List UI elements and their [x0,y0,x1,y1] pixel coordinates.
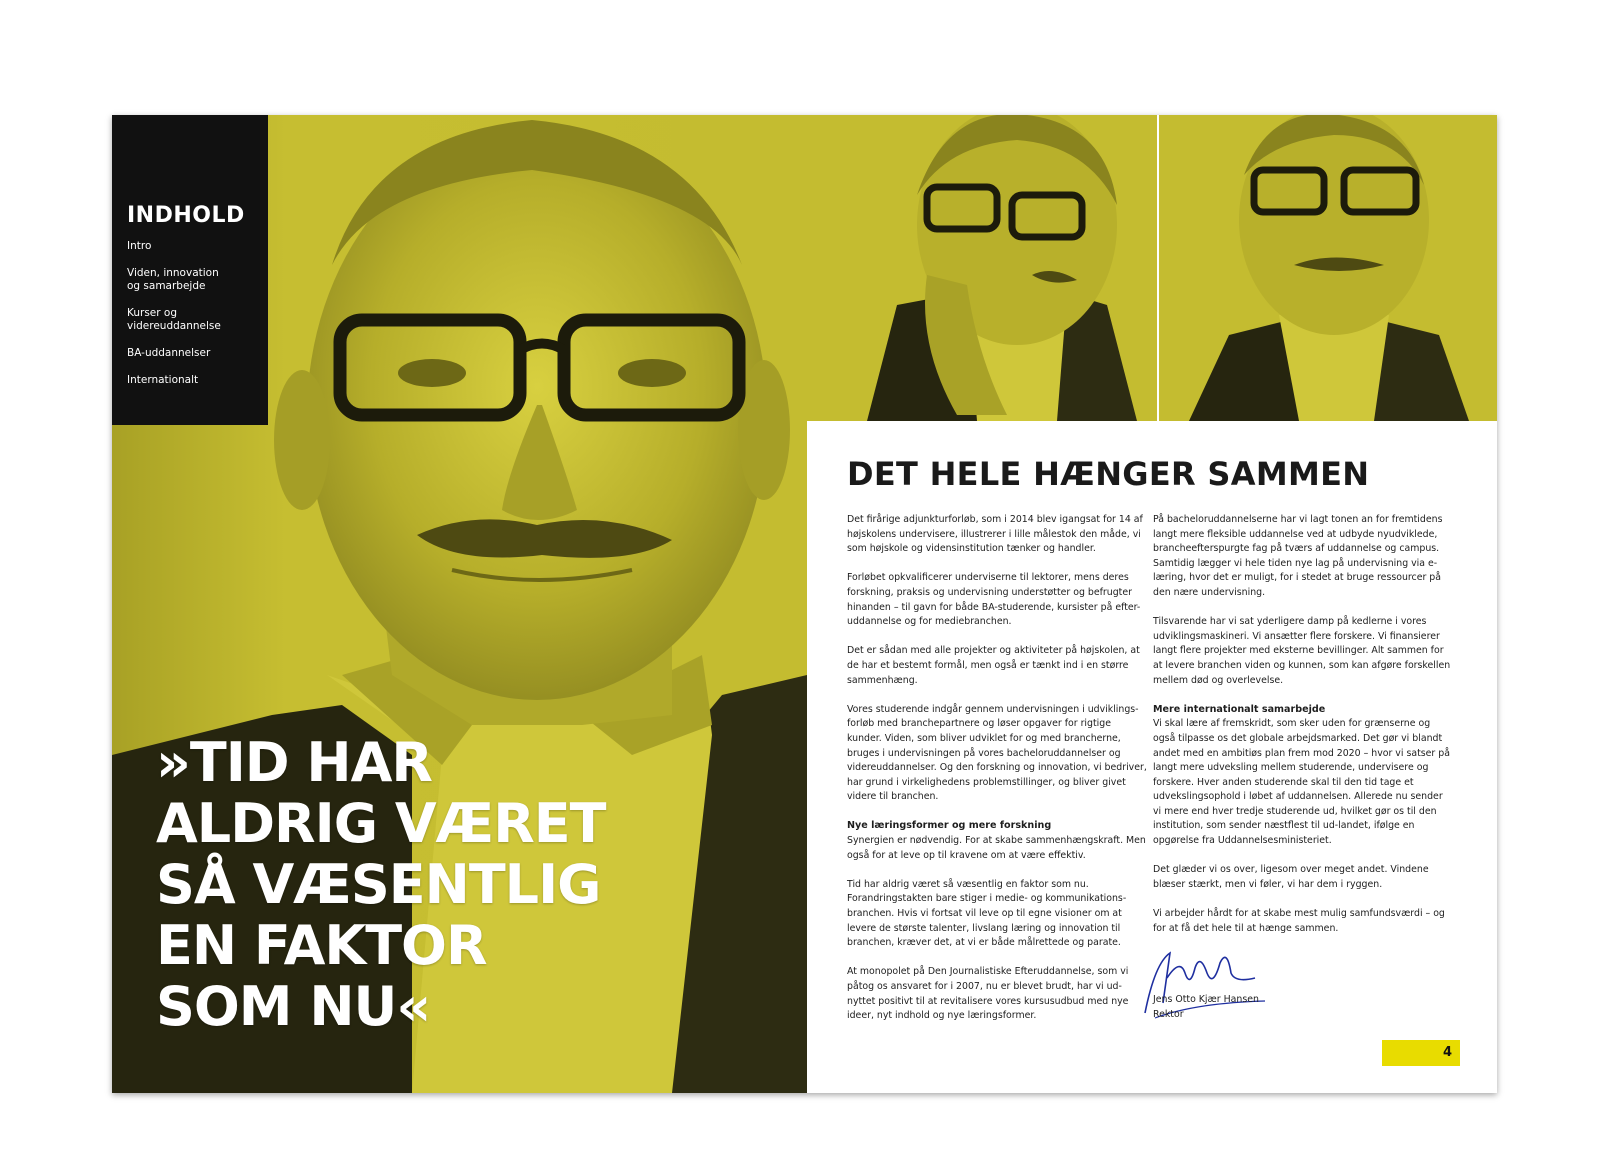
paragraph: Det er sådan med alle projekter og aktiviteter på højskolen, at de har et bestemt formål, men også er tænkt ind i en større sammenhæng. [847,645,1140,686]
portrait-photo-thinking [807,115,1157,421]
page-number-tab [1382,1040,1460,1066]
portrait-photo-glance [1159,115,1497,421]
toc-item-kurser[interactable]: Kurser og videreuddannelse [127,307,221,332]
article-headline: DET HELE HÆNGER SAMMEN [847,455,1370,493]
paragraph: Det firårige adjunkturforløb, som i 2014 blev igangsat for 14 af højskolens undervisere, illustrerer i lille målestok den måde, vi som højskole og vidensinstitution tænker og handler. [847,514,1143,555]
paragraph: Tilsvarende har vi sat yderligere damp på kedlerne i vores udviklingsmaskineri. Vi ansætter flere forskere. Vi finansierer langt flere projekter med eksterne bevillinger. Alt sammen for at levere branchen viden og kunnen, som kan afgøre forskellen mellem død og overlevelse. [1153,616,1451,686]
subheading: Mere internationalt samarbejde [1153,703,1326,715]
brochure-spread [112,115,1497,1093]
toc-item-internationalt[interactable]: Internationalt [127,374,199,386]
signer-block [1153,993,1259,1022]
paragraph: Det glæder vi os over, ligesom over meget andet. Vindene blæser stærkt, men vi føler, vi har dem i ryggen. [1153,864,1429,890]
toc-list [127,240,257,401]
paragraph: Vores studerende indgår gennem undervisningen i udviklings-forløb med branchepartnere og løser opgaver for rigtige kunder. Viden, som bliver udviklet for og med brancherne, bruges i undervisningen på vores bacheloruddannelser og videreuddannelser. Og den forskning og innovation, vi bedriver, har grund i virkelighedens problemstillinger, og bliver givet videre til branchen. [847,703,1147,803]
pull-quote: »TID HAR ALDRIG VÆRET SÅ VÆSENTLIG EN FAKTOR SOM NU« [156,731,606,1038]
article-column-1 [847,513,1147,1038]
paragraph: Forløbet opkvalificerer underviserne til lektorer, mens deres forskning, praksis og undervisning understøtter og befrugter hinanden – til gavn for både BA-studerende, kursister på efter-uddannelse og for mediebranchen. [847,572,1141,628]
paragraph: På bacheloruddannelserne har vi lagt tonen an for fremtidens langt mere fleksible uddannelse ved at udbyde nyudviklede, brancheefterspurgte fag på tværs af uddannelse og campus. Samtidig lægger vi hele tiden nye lag på undervisning via e-læring, hvor det er muligt, for i stedet at bruge ressourcer på den nære undervisning. [1153,514,1443,598]
paragraph: At monopolet på Den Journalistiske Efteruddannelse, som vi påtog os ansvaret for i 2007, nu er blevet brudt, har vi ud-nyttet positivt til at revitalisere vores kursusudbud med nye ideer, nyt indhold og nye læringsformer. [847,966,1129,1022]
toc-item-viden[interactable]: Viden, innovation og samarbejde [127,267,219,292]
page-number: 4 [1442,1045,1452,1060]
toc-item-ba[interactable]: BA-uddannelser [127,347,211,359]
toc-title: INDHOLD [127,203,245,228]
paragraph: Vi arbejder hårdt for at skabe mest mulig samfundsværdi – og for at få det hele til at hænge sammen. [1153,908,1445,934]
left-page [112,115,807,1093]
signer-name: Jens Otto Kjær Hansen [1153,994,1259,1005]
article-column-2 [1153,513,1453,951]
paragraph: Synergien er nødvendig. For at skabe sammenhængskraft. Men også for at leve op til kravene om at være effektiv. [847,835,1146,861]
toc-item-intro[interactable]: Intro [127,240,152,252]
paragraph: Vi skal lære af fremskridt, som sker uden for grænserne og også tilpasse os det globale arbejdsmarked. Det gør vi blandt andet med en ambitiøs plan frem mod 2020 – hvor vi satser på langt mere udveksling mellem studerende, undervisere og forskere. Hver anden studerende skal til den tid tage et udvekslingsophold i løbet af uddannelsen. Allerede nu sender vi mere end hver tredje studerende ud, hvilket gør os til den institution, som sender næstflest til ud-landet, ifølge en opgørelse fra Uddannelsesministeriet. [1153,718,1450,847]
subheading: Nye læringsformer og mere forskning [847,820,1052,832]
paragraph: Tid har aldrig været så væsentlig en faktor som nu. Forandringstakten bare stiger i medie- og kommunikations-branchen. Hvis vi fortsat vil leve op til egne visioner om at levere de største talenter, livslang læring og innovation til branchen, kræver det, at vi er både målrettede og parate. [847,878,1127,949]
table-of-contents [112,115,268,425]
right-page [807,115,1497,1093]
signer-title: Rektor [1153,1008,1184,1020]
